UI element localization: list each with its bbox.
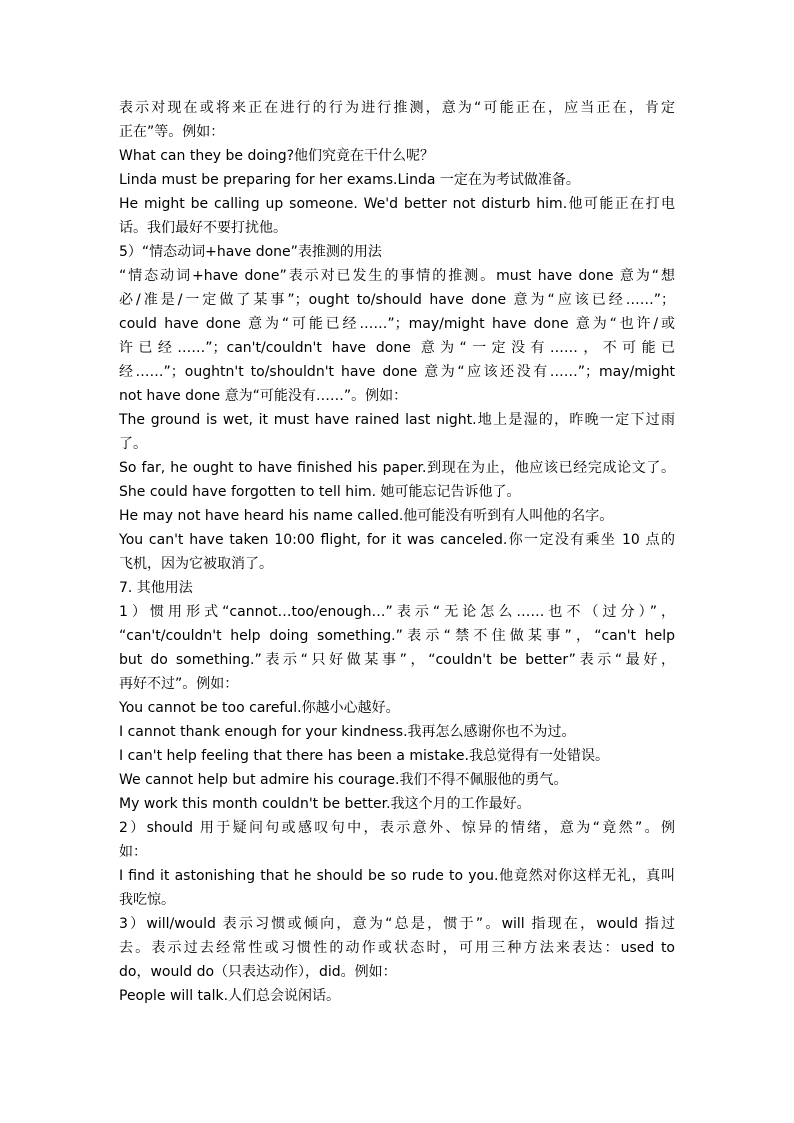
text-line: You can't have taken 10:00 flight, for it was canceled.你一定没有乘坐 10 点的 bbox=[119, 532, 675, 548]
text-line: I cannot thank enough for your kindness.我再怎么感谢你也不为过。 bbox=[119, 724, 576, 740]
text-line: 话。我们最好不要打扰他。 bbox=[119, 220, 287, 236]
text-line: but do something.”表示“只好做某事”，“couldn't be better”表示“最好， bbox=[119, 652, 675, 668]
text-line: 经……”；oughtn't to/shouldn't have done 意为“应该还没有……”；may/might bbox=[119, 364, 675, 380]
text-line: 再好不过”。例如： bbox=[119, 676, 239, 692]
text-line: could have done 意为“可能已经……”；may/might have done 意为“也许/或 bbox=[119, 316, 675, 332]
text-line: 1）惯用形式“cannot…too/enough…”表示“无论怎么……也不（过分）”， bbox=[119, 604, 675, 620]
text-line: We cannot help but admire his courage.我们不得不佩服他的勇气。 bbox=[119, 772, 568, 788]
text-line: 表示对现在或将来正在进行的行为进行推测，意为“可能正在，应当正在，肯定 bbox=[119, 100, 675, 116]
text-line: do，would do（只表达动作），did。例如： bbox=[119, 964, 397, 980]
text-line: What can they be doing?他们究竟在干什么呢？ bbox=[119, 148, 435, 164]
text-line: 2）should 用于疑问句或感叹句中，表示意外、惊异的情绪，意为“竟然”。例 bbox=[119, 820, 675, 836]
text-line: My work this month couldn't be better.我这个月的工作最好。 bbox=[119, 796, 531, 812]
text-line: “情态动词+have done”表示对已发生的事情的推测。must have done 意为“想 bbox=[119, 268, 675, 284]
text-line: You cannot be too careful.你越小心越好。 bbox=[119, 700, 400, 716]
text-line: He might be calling up someone. We'd better not disturb him.他可能正在打电 bbox=[119, 196, 675, 212]
text-line: 我吃惊。 bbox=[119, 892, 175, 908]
text-line: 了。 bbox=[119, 436, 147, 452]
text-line: not have done 意为“可能没有……”。例如： bbox=[119, 388, 408, 404]
text-line: 去。表示过去经常性或习惯性的动作或状态时，可用三种方法来表达：used to bbox=[119, 940, 675, 956]
text-line: I can't help feeling that there has been a mistake.我总觉得有一处错误。 bbox=[119, 748, 609, 764]
text-line: Linda must be preparing for her exams.Linda 一定在为考试做准备。 bbox=[119, 172, 580, 188]
text-line: 如： bbox=[119, 844, 147, 860]
text-line: The ground is wet, it must have rained last night.地上是湿的，昨晚一定下过雨 bbox=[119, 412, 675, 428]
text-line: He may not have heard his name called.他可能没有听到有人叫他的名字。 bbox=[119, 508, 614, 524]
text-line: So far, he ought to have finished his paper.到现在为止，他应该已经完成论文了。 bbox=[119, 460, 675, 476]
document-body bbox=[119, 96, 675, 1008]
text-line: “can't/couldn't help doing something.”表示“禁不住做某事”，“can't help bbox=[119, 628, 675, 644]
text-line: 飞机，因为它被取消了。 bbox=[119, 556, 273, 572]
text-line: I find it astonishing that he should be so rude to you.他竟然对你这样无礼，真叫 bbox=[119, 868, 675, 884]
text-line: People will talk.人们总会说闲话。 bbox=[119, 988, 341, 1004]
text-line: 5）“情态动词+have done”表推测的用法 bbox=[119, 244, 382, 260]
text-line: 必/准是/一定做了某事”；ought to/should have done 意为“应该已经……”； bbox=[119, 292, 675, 308]
text-line: 许已经……”；can't/couldn't have done 意为“一定没有……，不可能已 bbox=[119, 340, 675, 356]
text-line: 正在”等。例如： bbox=[119, 124, 225, 140]
text-line: 3）will/would 表示习惯或倾向，意为“总是，惯于”。will 指现在，would 指过 bbox=[119, 916, 675, 932]
text-line: She could have forgotten to tell him. 她可能忘记告诉他了。 bbox=[119, 484, 521, 500]
text-line: 7. 其他用法 bbox=[119, 580, 193, 596]
